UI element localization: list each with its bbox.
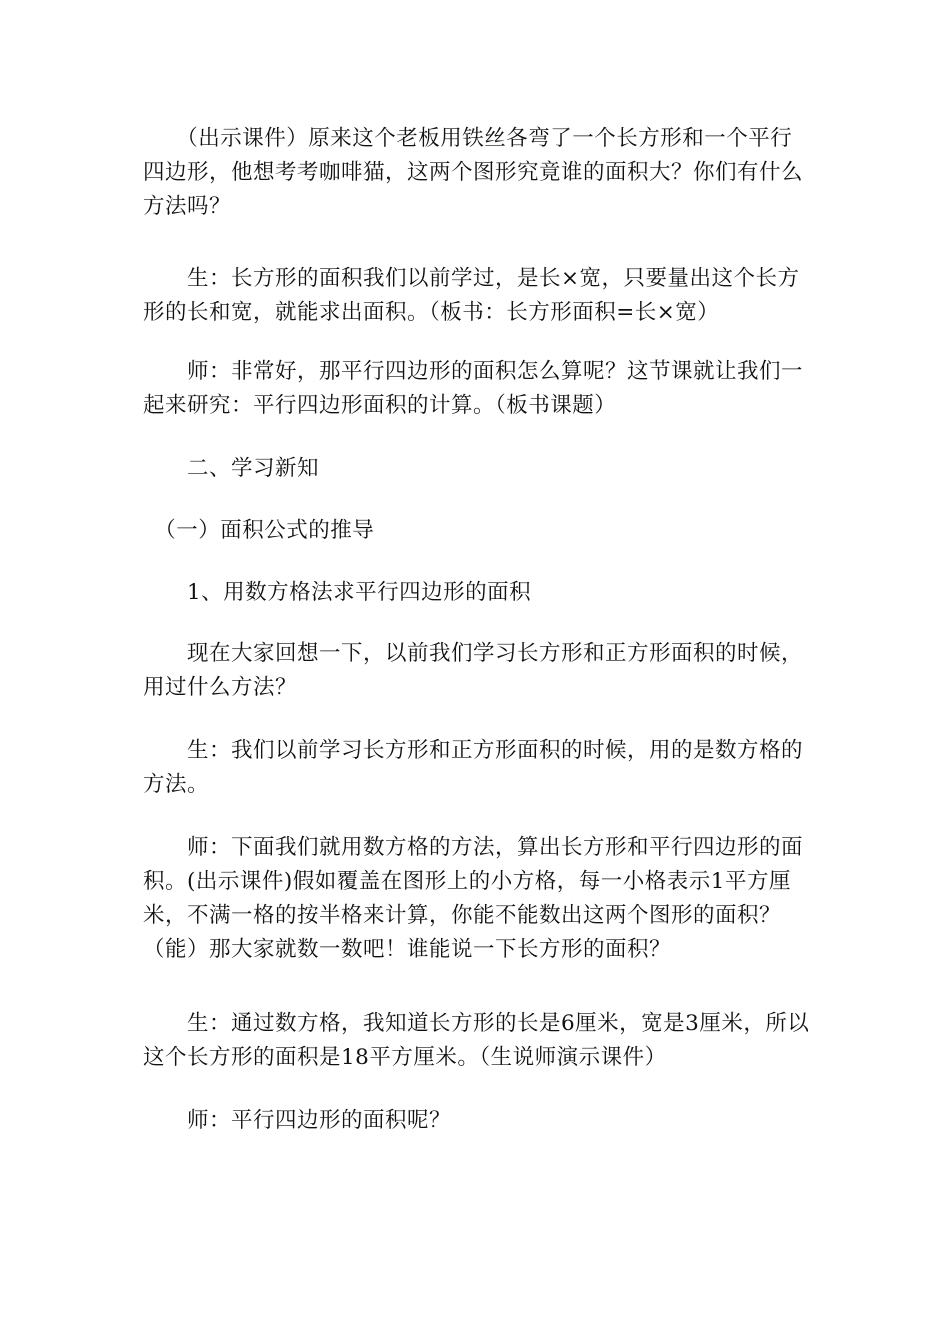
paragraph-courseware-intro [143,122,813,224]
text-line: 师：平行四边形的面积呢？ [143,1108,452,1133]
text-line: （一）面积公式的推导 [143,518,375,543]
paragraph-teacher-intro [143,355,813,423]
paragraph-teacher-question [143,1104,813,1138]
text-line: 生：长方形的面积我们以前学过，是长×宽，只要量出这个长方 [143,266,800,291]
paragraph-teacher-grid [143,831,813,967]
paragraph-recall [143,637,813,705]
section-heading [143,452,813,486]
text-line: 1、用数方格法求平行四边形的面积 [143,580,532,605]
text-line: 二、学习新知 [143,456,320,481]
text-line: 形的长和宽，就能求出面积。（板书：长方形面积=长×宽） [143,300,720,325]
text-line: 积。(出示课件)假如覆盖在图形上的小方格，每一小格表示1平方厘 [143,869,791,894]
text-line: 米，不满一格的按半格来计算，你能不能数出这两个图形的面积？ [143,903,782,928]
text-line: 起来研究：平行四边形面积的计算。（板书课题） [143,393,617,418]
text-line: 四边形，他想考考咖啡猫，这两个图形究竟谁的面积大？你们有什么 [143,160,804,185]
paragraph-student-rectangle [143,262,813,330]
text-line: 师：非常好，那平行四边形的面积怎么算呢？这节课就让我们一 [143,359,804,384]
text-line: 生：通过数方格，我知道长方形的长是6厘米，宽是3厘米，所以 [143,1011,810,1036]
text-line: 现在大家回想一下，以前我们学习长方形和正方形面积的时候， [143,641,804,666]
text-line: 这个长方形的面积是18平方厘米。（生说师演示课件） [143,1045,667,1070]
text-line: （能）那大家就数一数吧！谁能说一下长方形的面积？ [143,937,672,962]
text-line: 生：我们以前学习长方形和正方形面积的时候，用的是数方格的 [143,738,804,763]
text-line: 用过什么方法？ [143,675,298,700]
text-line: 方法。 [143,772,210,797]
paragraph-student-count [143,1007,813,1075]
step-heading [143,576,813,610]
paragraph-student-method [143,734,813,802]
text-line: 师：下面我们就用数方格的方法，算出长方形和平行四边形的面 [143,835,804,860]
text-line: （出示课件）原来这个老板用铁丝各弯了一个长方形和一个平行 [143,126,793,151]
text-line: 方法吗？ [143,194,232,219]
subsection-heading [143,514,813,548]
